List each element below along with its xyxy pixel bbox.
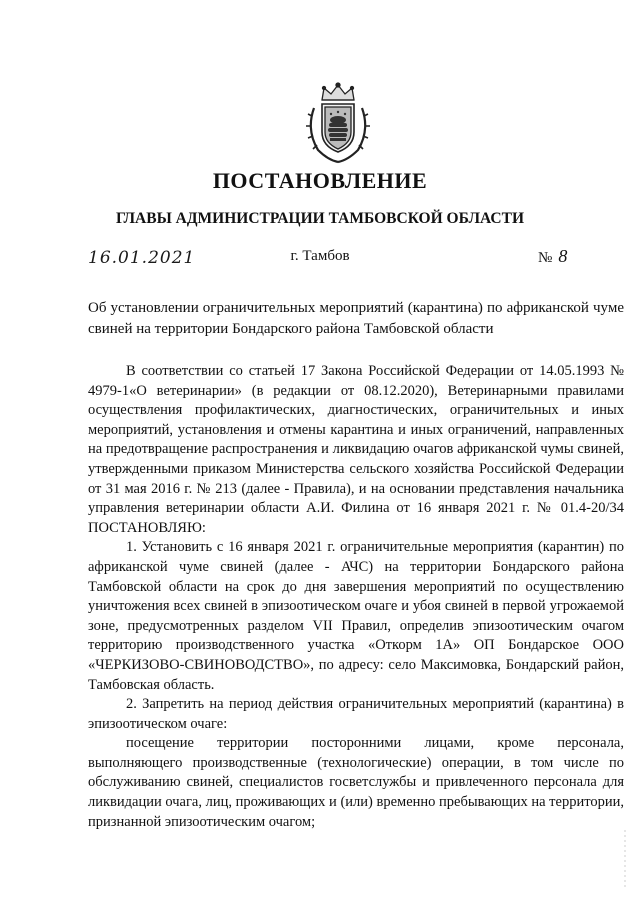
document-body [88, 362, 624, 832]
number-label: № [538, 250, 553, 266]
paragraph-item-1: 1. Установить с 16 января 2021 г. ограничительные мероприятия (карантин) по африканской чуме свиней (далее - АЧС) на территории Бондарского района Тамбовской области на срок до дня завершения мероприятий по осуществлению уничтожения всех свиней в эпизоотическом очаге и убоя свиней в первой угрожаемой зоне, предусмотренных разделом VII Правил, определив эпизоотическим очагом территорию производственного участка «Откорм 1А» ОП Бондарское ООО «ЧЕРКИЗОВО-СВИНОВОДСТВО», по адресу: село Максимовка, Бондарский район, Тамбовская область. [88, 539, 624, 693]
handwritten-date: 16.01.2021 [88, 248, 196, 268]
paragraph-item-2-bullet: посещение территории посторонними лицами, кроме персонала, выполняющего производственные (технологические) операции, в том числе по обслуживанию свиней, специалистов госветслужбы и привлеченного персонала для ликвидации очага, лиц, проживающих и (или) временно пребывающих на территории, признанной эпизоотическим очагом; [88, 735, 624, 830]
coat-of-arms-emblem [300, 80, 376, 164]
paragraph-item-2: 2. Запретить на период действия ограничительных мероприятий (карантина) в эпизоотическом очаге: [88, 696, 624, 732]
document-number [538, 246, 567, 267]
number-value: 8 [558, 246, 568, 266]
scan-edge-marks [624, 830, 627, 890]
document-subject: Об установлении ограничительных мероприятий (карантина) по африканской чуме свиней на территории Бондарского района Тамбовской области [88, 300, 624, 337]
document-title: ПОСТАНОВЛЕНИЕ [212, 168, 428, 193]
city-name: г. Тамбов [290, 248, 350, 264]
paragraph-preamble: В соответствии со статьей 17 Закона Российской Федерации от 14.05.1993 № 4979-1«О ветеринарии» (в редакции от 08.12.2020), Ветеринарными правилами осуществления профилактических, диагностических, ограничительных и иных мероприятий, установления и отмены карантина и иных ограничений, направленных на предотвращение распространения и ликвидацию очагов африканской чумы свиней, утвержденными приказом Министерства сельского хозяйства Российской Федерации от 31 мая 2016 г. № 213 (далее - Правила), и на основании представления начальника управления ветеринарии области А.И. Филина от 16 января 2021 г. № 01.4-20/34 ПОСТАНОВЛЯЮ: [88, 363, 624, 536]
document-subtitle: ГЛАВЫ АДМИНИСТРАЦИИ ТАМБОВСКОЙ ОБЛАСТИ [115, 210, 525, 227]
